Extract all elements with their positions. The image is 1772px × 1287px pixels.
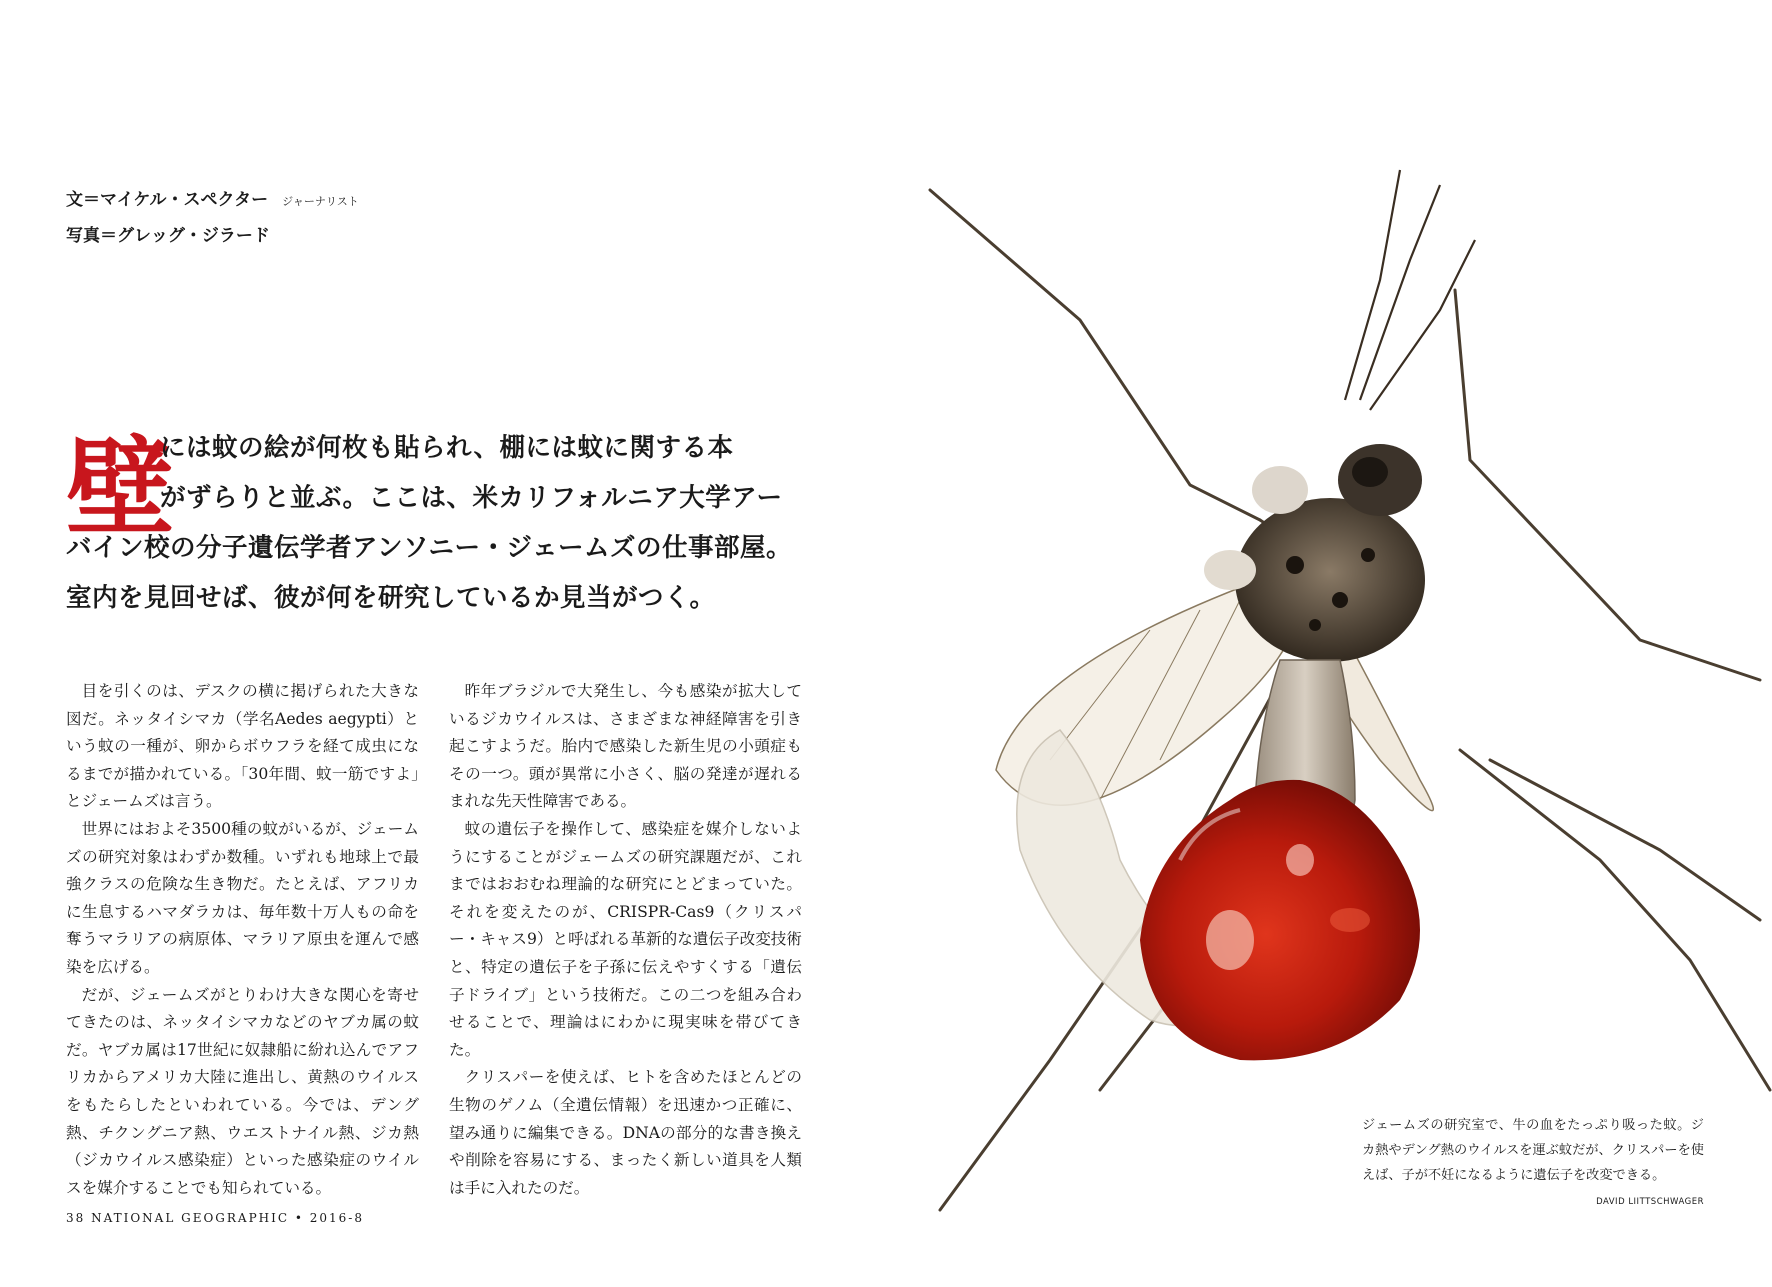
lead-line: には蚊の絵が何枚も貼られ、棚には蚊に関する本 [160,433,734,463]
body-paragraph: 昨年ブラジルで大発生し、今も感染が拡大しているジカウイルスは、さまざまな神経障害を引き起こすようだ。胎内で感染した新生児の小頭症もその一つ。頭が異常に小さく、脳の発達が遅れるまれな先天性障害である。 [449,682,802,811]
photo-caption: ジェームズの研究室で、牛の血をたっぷり吸った蚊。ジカ熱やデング熱のウイルスを運ぶ蚊だが、クリスパーを使えば、子が不妊になるように遺伝子を改変できる。 [1362,1118,1704,1183]
body-paragraph: だが、ジェームズがとりわけ大きな関心を寄せてきたのは、ネッタイシマカなどのヤブカ属の蚊だ。ヤブカ属は17世紀に奴隷船に紛れ込んでアフリカからアメリカ大陸に進出し、黄熱のウイルスをもたらしたといわれている。今では、デング熱、チクングニア熱、ウエストナイル熱、ジカ熱（ジカウイルス感染症）といった感染症のウイルスを媒介することでも知られている。 [66,985,419,1197]
body-paragraph: クリスパーを使えば、ヒトを含めたほとんどの生物のゲノム（全遺伝情報）を迅速かつ正確に、望み通りに編集できる。DNAの部分的な書き換えや削除を容易にする、まったく新しい道具を人類は手に入れたのだ。 [449,1068,802,1197]
drop-cap: 壁 [66,425,175,551]
body-paragraph: 蚊の遺伝子を操作して、感染症を媒介しないようにすることがジェームズの研究課題だが、これまではおおむね理論的な研究にとどまっていた。それを変えたのが、CRISPR-Cas9（クリスパー・キャス9）と呼ばれる革新的な遺伝子改変技術と、特定の遺伝子を子孫に伝えやすくする「遺伝子ドライブ」という技術だ。この二つを組み合わせることで、理論はにわかに現実味を帯びてきた。 [449,819,802,1059]
article-credits [66,183,359,253]
lead-line: がずらりと並ぶ。ここは、米カリフォルニア大学アー [160,483,783,513]
mosquito-photo [900,160,1772,1220]
writer-credit [66,183,359,219]
lead-line: 室内を見回せば、彼が何を研究しているか見当がつく。 [66,583,716,613]
page-folio: 38 NATIONAL GEOGRAPHIC • 2016-8 [66,1211,364,1225]
body-paragraph: 世界にはおよそ3500種の蚊がいるが、ジェームズの研究対象はわずか数種。いずれも地球上で最強クラスの危険な生き物だ。たとえば、アフリカに生息するハマダラカは、毎年数十万人もの命を奪うマラリアの病原体、マラリア原虫を運んで感染を広げる。 [66,819,419,976]
body-column-right [449,678,802,1202]
writer-role: ジャーナリスト [282,195,359,208]
body-paragraph: 目を引くのは、デスクの横に掲げられた大きな図だ。ネッタイシマカ（学名Aedes aegypti）という蚊の一種が、卵からボウフラを経て成虫になるまでが描かれている。「30年間、蚊一筋ですよ」とジェームズは言う。 [66,682,419,811]
body-column-left [66,678,419,1202]
photo-credit: DAVID LIITTSCHWAGER [1596,1197,1704,1207]
writer-name: 文＝マイケル・スペクター [66,190,269,210]
photographer-credit: 写真＝グレッグ・ジラード [66,226,270,246]
lead-line: バイン校の分子遺伝学者アンソニー・ジェームズの仕事部屋。 [66,533,792,563]
